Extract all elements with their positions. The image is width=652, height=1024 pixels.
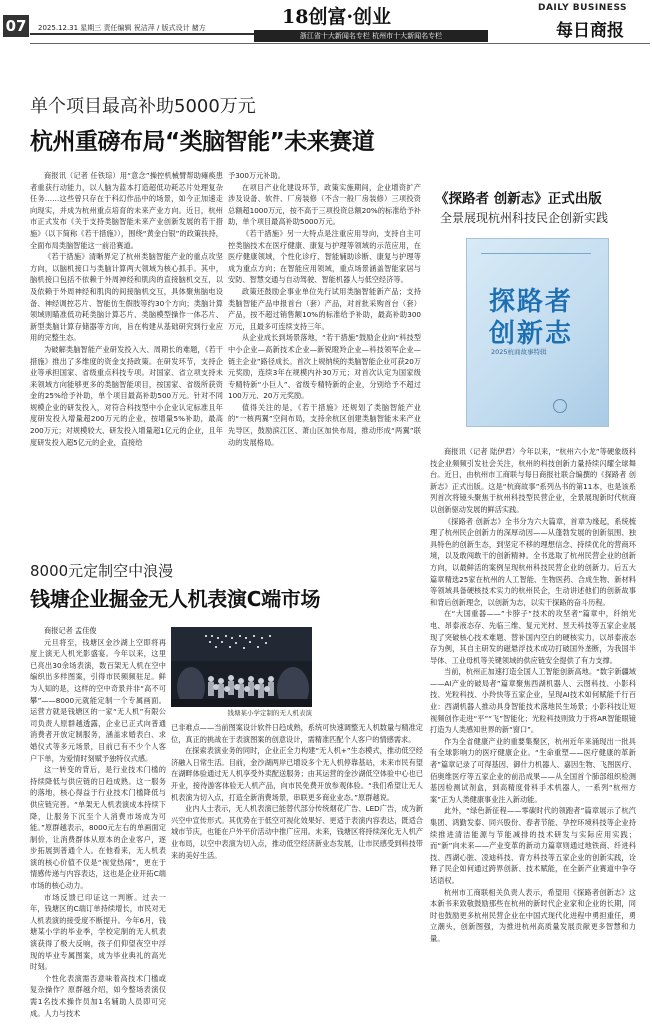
paragraph: 予300万元补助。 (228, 171, 285, 180)
paragraph: 在探索表演业务的同时，企业正全力构建“无人机+”生态模式，推动低空经济融入日常生活。目前，金沙湖两岸已增设多个无人机停靠基站，未来市民有望在湖畔体验通过无人机享受外卖配送服务；由其运营的金沙湖低空体验中心也已开业，接待游客体验无人机产品，向市民免费开放参观体验。“我们希望让无人机表演为切入点，打造全新消费场景，串联更多商业业态。”原群越说。 (171, 746, 423, 802)
brand-english: DAILY BUSINESS (538, 3, 628, 13)
paragraph: 当前，杭州正加速打造全国人工智能创新高地。“数字新疆域——AI产业的破局者”篇章聚焦西湖机器人、云图科技、小影科技、光粒科技、小羚快等五家企业，呈现AI技术如何赋能千行百业：西湖机器人推动具身智能技术落地民生场景；小影科技让短视频创作走进“平”“飞”智能化；光粒科技则致力于将AR智能眼镜打造为人类感知世界的新“窗口”。 (430, 667, 636, 735)
lead-column-1 (30, 170, 223, 545)
paragraph: 《若干措施》清晰界定了杭州类脑智能产业的重点攻坚方向，以脑机接口与类脑计算两大领域为核心抓手。其中，脑机接口包括不依赖于外周神经和肌肉的直接脑机交互，以及依赖于外周神经和肌肉的间接脑机交互，具体聚焦脑电设备、神经调控芯片、智能仿生假肢等约30个方向；类脑计算领域则瞄准低功耗类脑计算芯片、类脑模型操作一体芯片、新型类脑计算存储器等方向，旨在构建从基础研究到行业应用的完整生态。 (30, 252, 223, 343)
story3-headline: 《探路者 创新志》正式出版 (435, 191, 602, 207)
story2-subtitle: 8000元定制空中浪漫 (30, 562, 174, 580)
paragraph: 此外，“绿色新征程——零碳时代的领跑者”篇章展示了杭汽集团、鸿勤发泰、同兴股份、春者节能、孕控环境科技等企业持续推进清洁能源与节能减排的技术研发与实际应用实践；而“新”向未来——产业变革的新动力篇章则通过地铁商、纤进科技、西湖心脏、凌迪科技、青方科技等五家企业的创新实践，诠释了民企如何通过跨界创新、技术赋能，在全新产业赛道中争夺话语权。 (430, 806, 636, 885)
paragraph: 已非难点——当前图案设计软件日趋成熟，系统可快速调整无人机数量与精准定位，真正的挑战在于表演图案的创意设计，需精准匹配个人客户的情感需求。 (171, 723, 423, 744)
paragraph: 这一转变的背后，是行业技术门槛的持续降低与供应链的日趋成熟。这一服务的落地，核心得益于行业技术门槛降低与供应链完善。“单架无人机表演成本持续下降，让服务下沉至个人消费市场成为可能。”原群越表示，8000元左右的单画面定制价，让消费群体从原本的企业客户，逐步拓展到普通个人。在他看来，无人机表演的核心价值不仅是“视觉热闹”，更在于情感传递与内容表达，这也是企业开拓C端市场的核心动力。 (30, 765, 166, 891)
publisher-logo (553, 399, 567, 413)
book-edition: 2025杭商故事特辑 (491, 348, 547, 356)
paragraph: 元旦将至，钱塘区金沙湖上空即将再度上演无人机光影盛宴。今年以来，这里已亮出30余场表演，数百架无人机在空中编织出多样图案，引得市民频频驻足。鲜为人知的是，这样的空中奇景并非“高不可攀”——8000元就能定制一个专属画面。运营方就是钱塘区的一家“无人机”有限公司负责人原群越透露，企业已正式向普通消费者开放定制服务，涵盖求婚表白、求婚仪式等多元场景，目前已有不少个人客户下单，为爱情时刻赋予独特仪式感。 (30, 637, 166, 763)
story2-column-2 (171, 722, 423, 1017)
dateline: 2025.12.31 星期三 责任编辑 祝洁萍 / 版式设计 赭方 (38, 24, 206, 32)
lead-subtitle: 单个项目最高补助5000万元 (30, 96, 256, 117)
story2-column-1 (30, 625, 166, 1017)
book-title-line-2: 创新志 (489, 319, 574, 349)
paragraph: 商报讯（记者 陆伊君）今年以来，“杭州六小龙”等硬象级科技企业频频引发社会关注，杭州的科技创新力量持续闪耀全球舞台。近日，由杭州市工商联与每日商报社联合编撰的《探路者 创新志》正式出版。这是“杭商故事”系列丛书的第11本，也是该系列首次将镜头聚焦于杭州科技型民营企业，全景展现新时代杭商以创新驱动发展的鲜活实践。 (430, 447, 636, 514)
paragraph: 《若干措施》另一大特点是注重应用导向，支持自主可控类脑技术在医疗健康、康复与护理等领域的示范应用，在医疗健康领域，个性化诊疗、智能辅助诊断、康复与护理等成为重点方向；在智能应用领域，重点场景涵盖智能家居与安防、智慧交通与自动驾驶、智能机器人与低空经济等。 (228, 228, 421, 285)
section-title: 18创富·创业 (282, 6, 392, 28)
paragraph: 杭州市工商联相关负责人表示，希望用《探路者创新志》这本新书来致敬鼓励那些在杭州的新时代企业家和企业的长期，同时也鼓励更多杭州民营企业在中国式现代化进程中勇担重任，勇立潮头，创新图强，为推进杭州高质量发展贡献更多智慧和力量。 (430, 887, 636, 943)
paragraph: 个性化表演需否意味着高技术门槛或复杂操作？原群越介绍，如今整场表演仅需1名技术操作员加1名辅助人员即可完成。人力与技术 (30, 973, 166, 1017)
paragraph: 作为全省健康产业的重要集聚区，杭州近年来涌现出一批具有全球影响力的医疗健康企业。“生命重塑——医疗健康的革新者”篇章记录了可得基因、御什力机器人、嘉因生物、飞图医疗、佰奥维医疗等五家企业的前沿成果——从全国首个肺部组织检测基因检测试剂盒，到高精度骨科手术机器人，一系列“杭州方案”正为人类健康事业注入新动能。 (430, 736, 636, 804)
paragraph: 在“大国重器——”卡脖子“技术的攻坚者”篇章中，纤纳光电、昂泰液态存、先临三维、复元光材、昱天科技等五家企业展现了突破核心技术难题、替补国内空白的硬核实力，以昂泰液态存为例，其自主研发的磁悬浮技术成功打破国外垄断，为我国半导体、工业母机等关键领域的供应链安全提供了有力支撑。 (430, 609, 636, 665)
brand-logo: 每日商报 (556, 21, 624, 41)
paragraph: 政策还鼓励企事业单位先行试用类脑智能新产品；支持类脑智能产品申报首台（套）产品，对首批采购首台（套）产品，按不超过销售额10%的标准给予补助，最高补助300万元，且最多可连续支持三年。 (228, 286, 421, 331)
drone-show-photo (171, 627, 312, 707)
paragraph: 从企业成长到场景落地，“若干措施”鼓励企业向“科技型中小企业—高新技术企业—新锐瞪羚企业—科技领军企业—链主企业”路径成长。首次上规纳统的类脑智能企业可获20万元奖励，连续3年在规模内补30万元；对首次认定为国家级专精特新“小巨人”、省级专精特新的企业，分别给予不超过100万元、20万元奖励。 (228, 333, 421, 401)
paragraph: 为破解类脑智能产业研发投入大、周期长的难题，《若干措施》推出了多维度的资金支持政策。在研发环节，支持企业等承担国家、省级重点科技专项。对国家、省立项支持未来领域方向能够更多的类脑智能项目，按国家、省级所获资金的25%给予补助，单个项目最高补助500万元。针对不同规模企业的研发投入，对符合科技型中小企业认定标准且年度研发投入增量超200万元的企业，按增量5%补助，最高200万元；对规模较大、研发投入增量超1亿元的企业，且年度研发投入超5亿元的企业，直接给 (30, 344, 223, 447)
byline: 商报记者 孟佳俊 (44, 626, 97, 635)
story3-subtitle: 全景展现杭州科技民企创新实践 (440, 211, 609, 225)
masthead (0, 0, 652, 44)
paragraph: 《探路者 创新志》全书分为六大篇章，首章为缘起，系统梳理了杭州民企创新力的深厚动因——从蓬勃发展的创新氛围、独具特色的创新生态，到坚定不移的理想信念、持续优化的营商环境，以及敢闯敢干的创新精神。全书选取了杭州民营企业的创新方向，以最鲜活的案例呈现杭州科技民营企业的创新力。后五大篇章精选25家在杭州的人工智能、生物医药、合成生物、新材料等领域具备硬核技术实力的杭州民企，生动讲述他们的创新故事和背后创新理念，以创新为志，以实干探路的奋斗历程。 (430, 516, 636, 607)
story2-headline: 钱塘企业掘金无人机表演C端市场 (30, 587, 321, 611)
paragraph: 业内人士表示，无人机表演已能替代部分传统烟花广告、LED广告，成为新兴空中宣传形式。其优势在于低空可视化效果好、更适于表演内容表达，既适合城市节庆，也能在户外平价活动中推广应用。未来，钱塘区将持续深化无人机产业布局，以空中表演为切入点，推动低空经济新业态发展，让市民感受到科技带来的美好生活。 (171, 804, 423, 860)
paragraph: 市场反馈已印证这一判断。过去一年，钱塘区的C端订单持续增长，市民对无人机表演的接受度不断提升。今年6月，钱塘某小学的毕业季，学校定制的无人机表演获得了极大反响，孩子们仰望夜空中浮现的毕业专属图案，成为毕业典礼的高光时刻。 (30, 892, 166, 972)
story3-column (430, 446, 636, 1021)
masthead-divider (30, 43, 650, 44)
cover-rule (481, 253, 591, 254)
paragraph: 值得关注的是，《若干措施》还规划了类脑智能产业的“一核两翼”空间布局，支持余杭区创建类脑智能未来产业先导区，鼓励滨江区、萧山区加快布局，推动形成“两翼”联动的发展格局。 (228, 402, 421, 447)
book-title-line-1: 探路者 (489, 287, 574, 317)
lead-headline: 杭州重磅布局“类脑智能”未来赛道 (30, 129, 375, 155)
lead-column-2 (228, 170, 421, 545)
book-cover (466, 238, 609, 427)
page-number: 07 (3, 15, 29, 37)
photo-caption: 钱塘某小学定制的无人机表演 (227, 709, 312, 717)
paragraph: 在项目产业化建设环节，政策实施期间，企业增资扩产涉及设备、软件、厂房装修（不含一般厂房装修）三项投资总额超1000万元，按不高于三项投资总额20%的标准给予补助，单个项目最高补助5000万元。 (228, 182, 421, 227)
awards-bar: 浙江省十大新闻名专栏 杭州市十大新闻名专栏 (254, 30, 488, 42)
masthead-rule (30, 33, 255, 35)
paragraph: 商报讯（记者 任铁琮）用“意念”操控机械臂帮助瘫痪患者重获行动能力，以人脑为蓝本打造超低功耗芯片处理复杂任务……这些曾只存在于科幻作品中的场景，如今正加速走向现实，并成为杭州重点培育的未来产业方向。近日，杭州市正式发布《关于支持类脑智能未来产业创新发展的若干措施》（以下简称《若干措施》），围绕“黄金白银”的政策扶持，全面布局类脑智能这一前沿赛道。 (30, 171, 223, 250)
